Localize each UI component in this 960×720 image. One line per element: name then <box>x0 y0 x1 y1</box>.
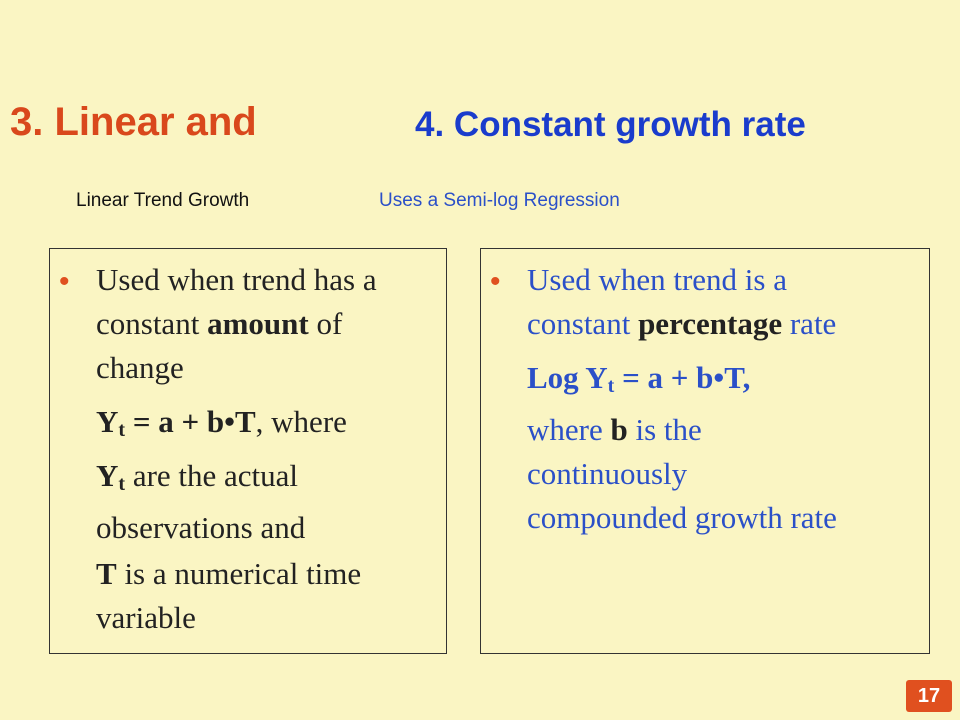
linear-equation <box>96 400 347 452</box>
yt-sub-t: t <box>118 473 126 495</box>
growth-line2-pre: constant <box>527 306 639 341</box>
linear-amount: amount <box>207 306 309 341</box>
yt-y: Y <box>96 458 119 493</box>
subtitle-linear-trend: Linear Trend Growth <box>76 190 250 211</box>
growth-description <box>527 258 836 346</box>
log-rest: = a + b•T, <box>614 360 751 395</box>
compounded-growth-rate: compounded growth rate <box>527 500 837 535</box>
b-definition <box>527 408 837 540</box>
where-b: b <box>610 412 628 447</box>
growth-line1: Used when trend is a <box>527 262 787 297</box>
linear-line3: change <box>96 350 184 385</box>
linear-box <box>49 248 447 654</box>
t-text: is a numerical time <box>116 556 362 591</box>
eq-y: Y <box>96 404 119 439</box>
eq-where: , where <box>255 404 347 439</box>
continuously: continuously <box>527 456 688 491</box>
where-pre: where <box>527 412 611 447</box>
eq-sub-t: t <box>118 419 126 441</box>
linear-line1: Used when trend has a <box>96 262 377 297</box>
title-linear: 3. Linear and <box>10 100 257 144</box>
growth-line2-post: rate <box>782 306 837 341</box>
linear-description <box>96 258 377 390</box>
eq-rest: = a + b•T <box>125 404 256 439</box>
bullet-icon: • <box>490 265 501 298</box>
growth-percentage: percentage <box>638 306 783 341</box>
log-sub-t: t <box>607 375 615 397</box>
yt-observations: observations and <box>96 510 306 545</box>
bullet-icon: • <box>59 265 70 298</box>
t-definition <box>96 552 361 640</box>
yt-text: are the actual <box>125 458 299 493</box>
log-equation <box>527 356 750 408</box>
linear-line2-post: of <box>308 306 343 341</box>
page-number-badge: 17 <box>906 680 952 712</box>
t-bold: T <box>96 556 117 591</box>
subtitle-semilog: Uses a Semi-log Regression <box>379 190 620 211</box>
title-constant-growth: 4. Constant growth rate <box>415 105 806 144</box>
growth-box <box>480 248 930 654</box>
linear-line2-pre: constant <box>96 306 208 341</box>
yt-definition <box>96 454 305 550</box>
log-y: Log Y <box>527 360 608 395</box>
where-post: is the <box>627 412 702 447</box>
t-variable: variable <box>96 600 196 635</box>
